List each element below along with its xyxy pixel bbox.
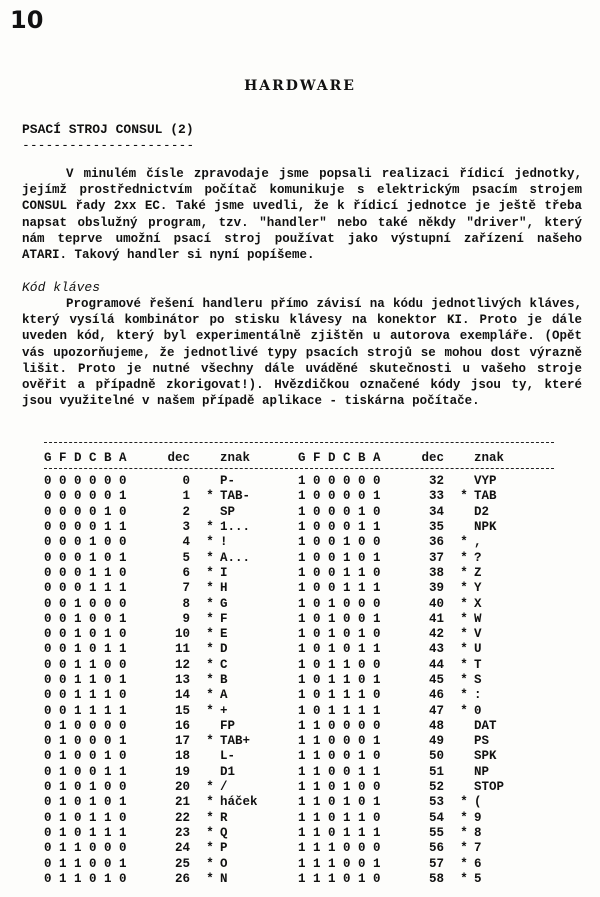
dec-cell: 50 xyxy=(428,749,444,764)
znak-cell: C xyxy=(220,657,228,672)
bits-cell: 0 1 0 1 0 1 xyxy=(44,795,127,810)
znak-cell: NP xyxy=(474,764,490,779)
star-cell: * xyxy=(206,841,214,856)
table-row xyxy=(44,642,534,657)
star-cell xyxy=(454,734,474,749)
star-cell: * xyxy=(206,825,214,840)
bits-cell: 1 0 1 0 1 1 xyxy=(298,642,381,657)
znak-cell: / xyxy=(220,780,228,795)
bits-cell: 1 1 0 1 1 0 xyxy=(298,810,381,825)
znak-cell: D2 xyxy=(474,504,490,519)
znak-cell: F xyxy=(220,611,228,626)
bits-cell: 1 1 0 1 0 1 xyxy=(298,795,381,810)
star-cell: * xyxy=(460,642,468,657)
bits-cell: 0 0 0 0 1 0 xyxy=(44,504,127,519)
dec-cell: 48 xyxy=(428,718,444,733)
star-cell: * xyxy=(460,581,468,596)
znak-cell: : xyxy=(474,688,482,703)
table-row xyxy=(44,658,534,673)
bits-cell: 0 1 0 0 1 0 xyxy=(44,749,127,764)
bits-cell: 0 0 1 1 0 1 xyxy=(44,673,127,687)
bits-cell: 0 1 0 1 0 0 xyxy=(44,780,127,795)
bits-cell: 1 1 1 0 1 0 xyxy=(298,871,381,886)
page-number: 10 xyxy=(10,6,44,34)
znak-cell: S xyxy=(474,673,482,687)
star-cell xyxy=(454,765,474,780)
table-row xyxy=(44,872,534,887)
znak-cell: háček xyxy=(220,795,258,810)
bits-cell: 1 0 1 1 1 0 xyxy=(298,688,381,703)
table-row xyxy=(44,505,534,520)
dec-cell: 37 xyxy=(428,550,444,565)
header-znak-2: znak xyxy=(474,451,505,465)
star-cell: * xyxy=(460,611,468,626)
star-cell: * xyxy=(206,795,214,810)
bits-cell: 0 0 1 1 1 1 xyxy=(44,703,127,718)
bits-cell: 0 0 0 0 1 1 xyxy=(44,520,127,535)
dec-cell: 52 xyxy=(428,780,444,795)
table-row xyxy=(44,780,534,795)
bits-cell: 1 0 0 0 1 0 xyxy=(298,504,381,519)
bits-cell: 1 0 0 1 0 0 xyxy=(298,535,381,550)
dec-cell: 24 xyxy=(174,841,190,856)
bits-cell: 0 1 0 1 1 1 xyxy=(44,825,127,840)
dec-cell: 51 xyxy=(428,764,444,779)
dec-cell: 35 xyxy=(428,520,444,535)
table-row xyxy=(44,749,534,764)
table-row xyxy=(44,627,534,642)
bits-cell: 1 0 0 0 0 1 xyxy=(298,489,381,504)
table-row xyxy=(44,566,534,581)
bits-cell: 0 1 0 0 0 0 xyxy=(44,718,127,733)
star-cell: * xyxy=(206,703,214,718)
bits-cell: 1 1 0 0 1 0 xyxy=(298,749,381,764)
znak-cell: STOP xyxy=(474,780,505,795)
bits-cell: 0 0 1 0 0 1 xyxy=(44,611,127,626)
table-row xyxy=(44,703,534,718)
star-cell: * xyxy=(460,596,468,611)
znak-cell: O xyxy=(220,856,228,871)
table-row xyxy=(44,535,534,550)
znak-cell: D1 xyxy=(220,764,236,779)
dec-cell: 38 xyxy=(428,565,444,580)
znak-cell: 5 xyxy=(474,871,482,886)
star-cell: * xyxy=(460,550,468,565)
star-cell: * xyxy=(206,596,214,611)
bits-cell: 0 1 1 0 0 0 xyxy=(44,841,127,856)
star-cell: * xyxy=(460,841,468,856)
znak-cell: FP xyxy=(220,718,236,733)
star-cell: * xyxy=(460,795,468,810)
star-cell: * xyxy=(460,673,468,687)
dec-cell: 19 xyxy=(174,764,190,779)
star-cell: * xyxy=(206,565,214,580)
znak-cell: 8 xyxy=(474,825,482,840)
znak-cell: P- xyxy=(220,474,236,489)
dec-cell: 22 xyxy=(174,810,190,825)
table-row xyxy=(44,856,534,871)
star-cell: * xyxy=(206,535,214,550)
star-cell xyxy=(454,749,474,764)
dec-cell: 5 xyxy=(182,550,190,565)
star-cell xyxy=(454,474,474,489)
bits-cell: 1 1 1 0 0 1 xyxy=(298,856,381,871)
dec-cell: 54 xyxy=(428,810,444,825)
znak-cell: A... xyxy=(220,550,251,565)
star-cell xyxy=(200,749,220,764)
table-row xyxy=(44,550,534,565)
table-row xyxy=(44,826,534,841)
znak-cell: VYP xyxy=(474,474,497,489)
znak-cell: Q xyxy=(220,825,228,840)
star-cell: * xyxy=(206,734,214,749)
bits-cell: 0 0 1 1 0 0 xyxy=(44,657,127,672)
dec-cell: 41 xyxy=(428,611,444,626)
header-znak: znak xyxy=(220,451,251,465)
dec-cell: 23 xyxy=(174,825,190,840)
star-cell: * xyxy=(206,657,214,672)
intro-paragraph: V minulém čísle zpravodaje jsme popsali realizaci řídicí jednotky, jejímž prostřednictvím počítač komunikuje s elektrickým psacím strojem CONSUL řady 2xx EC. Také jsme uvedli, že k řídicí jednotce je ještě třeba napsat obslužný program, tzv. "handler" nebo také někdy "driver", který nám teprve umožní psací stroj používat jako výstupní zařízení našeho ATARI. Takový handler si nyní popíšeme. xyxy=(22,167,582,263)
dec-cell: 33 xyxy=(428,489,444,504)
dec-cell: 16 xyxy=(174,718,190,733)
dec-cell: 53 xyxy=(428,795,444,810)
star-cell: * xyxy=(206,780,214,795)
dec-cell: 6 xyxy=(182,565,190,580)
table-header-row xyxy=(44,449,534,474)
dec-cell: 25 xyxy=(174,856,190,871)
bits-cell: 1 0 1 1 0 0 xyxy=(298,657,381,672)
bits-cell: 0 0 0 1 1 0 xyxy=(44,565,127,580)
bits-cell: 1 1 0 0 1 1 xyxy=(298,764,381,779)
article-title: PSACÍ STROJ CONSUL (2) xyxy=(22,122,194,137)
header-bits-2: G F D C B A xyxy=(298,451,381,465)
dec-cell: 56 xyxy=(428,841,444,856)
table-row xyxy=(44,765,534,780)
dec-cell: 10 xyxy=(174,627,190,642)
znak-cell: V xyxy=(474,627,482,642)
header-dec: dec xyxy=(167,451,190,465)
bits-cell: 0 0 0 0 0 0 xyxy=(44,474,127,489)
znak-cell: ? xyxy=(474,550,482,565)
table-row xyxy=(44,474,534,489)
star-cell: * xyxy=(460,703,468,718)
dec-cell: 8 xyxy=(182,596,190,611)
znak-cell: B xyxy=(220,673,228,687)
bits-cell: 0 1 1 0 0 1 xyxy=(44,856,127,871)
znak-cell: SPK xyxy=(474,749,497,764)
star-cell: * xyxy=(206,581,214,596)
bits-cell: 1 1 1 0 0 0 xyxy=(298,841,381,856)
dec-cell: 36 xyxy=(428,535,444,550)
table-row xyxy=(44,688,534,703)
star-cell: * xyxy=(206,871,214,886)
table-row xyxy=(44,489,534,504)
subheading-key-codes: Kód kláves xyxy=(22,280,101,295)
znak-cell: I xyxy=(220,565,228,580)
table-row xyxy=(44,673,534,688)
dec-cell: 45 xyxy=(428,673,444,687)
star-cell: * xyxy=(206,673,214,687)
star-cell: * xyxy=(460,489,468,504)
dec-cell: 42 xyxy=(428,627,444,642)
star-cell xyxy=(200,765,220,780)
znak-cell: N xyxy=(220,871,228,886)
star-cell: * xyxy=(460,535,468,550)
table-row xyxy=(44,596,534,611)
bits-cell: 0 0 0 1 0 0 xyxy=(44,535,127,550)
table-row xyxy=(44,811,534,826)
bits-cell: 1 0 0 1 0 1 xyxy=(298,550,381,565)
key-code-table xyxy=(44,449,534,887)
table-row xyxy=(44,581,534,596)
znak-cell: R xyxy=(220,810,228,825)
bits-cell: 1 1 0 1 1 1 xyxy=(298,825,381,840)
header-dec-2: dec xyxy=(421,451,444,465)
star-cell: * xyxy=(206,550,214,565)
znak-cell: G xyxy=(220,596,228,611)
znak-cell: DAT xyxy=(474,718,497,733)
star-cell: * xyxy=(206,810,214,825)
section-title: HARDWARE xyxy=(244,78,356,94)
dec-cell: 17 xyxy=(174,734,190,749)
dec-cell: 0 xyxy=(182,474,190,489)
table-top-rule xyxy=(44,442,554,443)
znak-cell: W xyxy=(474,611,482,626)
dec-cell: 34 xyxy=(428,504,444,519)
star-cell: * xyxy=(206,627,214,642)
bits-cell: 1 1 0 0 0 0 xyxy=(298,718,381,733)
bits-cell: 1 0 1 0 1 0 xyxy=(298,627,381,642)
bits-cell: 1 0 1 1 1 1 xyxy=(298,703,381,718)
star-cell xyxy=(200,719,220,734)
table-row xyxy=(44,841,534,856)
dec-cell: 2 xyxy=(182,504,190,519)
bits-cell: 1 0 0 0 1 1 xyxy=(298,520,381,535)
znak-cell: ! xyxy=(220,535,228,550)
dec-cell: 49 xyxy=(428,734,444,749)
star-cell: * xyxy=(460,810,468,825)
star-cell: * xyxy=(460,688,468,703)
key-code-paragraph: Programové řešení handleru přímo závisí na kódu jednotlivých kláves, který vysílá kombinátor po stisku klávesy na konektor KI. Proto je dále uveden kód, který byl experimentálně zjištěn u autorova exempláře. (Opět vás upozorňujeme, že jednotlivé typy psacích strojů se mohou dost výrazně lišit. Proto je nutné všechny dále uváděné skutečnosti u vašeho stroje ověřit a případně zkorigovat!). Hvězdičkou označené kódy jsou ty, které jsou využitelné v našem případě aplikace - tiskárna počítače. xyxy=(22,297,582,409)
bits-cell: 0 0 0 0 0 1 xyxy=(44,489,127,504)
bits-cell: 0 0 1 0 1 1 xyxy=(44,642,127,657)
znak-cell: Z xyxy=(474,565,482,580)
znak-cell: 6 xyxy=(474,856,482,871)
znak-cell: U xyxy=(474,642,482,657)
dec-cell: 40 xyxy=(428,596,444,611)
header-bits: G F D C B A xyxy=(44,451,127,465)
znak-cell: NPK xyxy=(474,520,497,535)
dec-cell: 43 xyxy=(428,642,444,657)
title-underline: ---------------------- xyxy=(22,138,195,153)
star-cell: * xyxy=(460,825,468,840)
znak-cell: + xyxy=(220,703,228,718)
dec-cell: 4 xyxy=(182,535,190,550)
bits-cell: 1 1 0 0 0 1 xyxy=(298,734,381,749)
dec-cell: 11 xyxy=(174,642,190,657)
znak-cell: SP xyxy=(220,504,236,519)
bits-cell: 0 1 0 0 0 1 xyxy=(44,734,127,749)
znak-cell: 1... xyxy=(220,520,251,535)
dec-cell: 13 xyxy=(174,673,190,687)
znak-cell: 9 xyxy=(474,810,482,825)
header-star-2 xyxy=(454,449,474,474)
star-cell xyxy=(454,505,474,520)
bits-cell: 1 0 0 1 1 0 xyxy=(298,565,381,580)
star-cell: * xyxy=(206,611,214,626)
dec-cell: 26 xyxy=(174,871,190,886)
dec-cell: 3 xyxy=(182,520,190,535)
star-cell xyxy=(200,505,220,520)
star-cell xyxy=(200,474,220,489)
dec-cell: 18 xyxy=(174,749,190,764)
znak-cell: Y xyxy=(474,581,482,596)
znak-cell: ( xyxy=(474,795,482,810)
bits-cell: 0 1 0 1 1 0 xyxy=(44,810,127,825)
dec-cell: 44 xyxy=(428,657,444,672)
table-row xyxy=(44,719,534,734)
star-cell: * xyxy=(460,856,468,871)
star-cell: * xyxy=(206,856,214,871)
star-cell: * xyxy=(460,565,468,580)
header-star xyxy=(200,449,220,474)
dec-cell: 14 xyxy=(174,688,190,703)
bits-cell: 0 0 1 0 1 0 xyxy=(44,627,127,642)
bits-cell: 0 0 1 1 1 0 xyxy=(44,688,127,703)
dec-cell: 47 xyxy=(428,703,444,718)
dec-cell: 32 xyxy=(428,474,444,489)
star-cell: * xyxy=(206,688,214,703)
bits-cell: 0 0 0 1 0 1 xyxy=(44,550,127,565)
table-row xyxy=(44,520,534,535)
bits-cell: 0 0 0 1 1 1 xyxy=(44,581,127,596)
dec-cell: 55 xyxy=(428,825,444,840)
znak-cell: T xyxy=(474,657,482,672)
dec-cell: 7 xyxy=(182,581,190,596)
znak-cell: 0 xyxy=(474,703,482,718)
star-cell: * xyxy=(206,520,214,535)
dec-cell: 9 xyxy=(182,611,190,626)
star-cell: * xyxy=(460,627,468,642)
znak-cell: P xyxy=(220,841,228,856)
bits-cell: 1 0 0 0 0 0 xyxy=(298,474,381,489)
znak-cell: H xyxy=(220,581,228,596)
bits-cell: 0 1 0 0 1 1 xyxy=(44,764,127,779)
znak-cell: L- xyxy=(220,749,236,764)
znak-cell: TAB+ xyxy=(220,734,251,749)
star-cell xyxy=(454,780,474,795)
dec-cell: 21 xyxy=(174,795,190,810)
znak-cell: 7 xyxy=(474,841,482,856)
znak-cell: E xyxy=(220,627,228,642)
bits-cell: 0 0 1 0 0 0 xyxy=(44,596,127,611)
dec-cell: 39 xyxy=(428,581,444,596)
znak-cell: X xyxy=(474,596,482,611)
dec-cell: 12 xyxy=(174,657,190,672)
star-cell xyxy=(454,719,474,734)
znak-cell: PS xyxy=(474,734,490,749)
znak-cell: TAB- xyxy=(220,489,251,504)
znak-cell: D xyxy=(220,642,228,657)
dec-cell: 46 xyxy=(428,688,444,703)
dec-cell: 58 xyxy=(428,871,444,886)
bits-cell: 1 0 1 1 0 1 xyxy=(298,673,381,687)
table-header-rule xyxy=(44,468,554,469)
znak-cell: A xyxy=(220,688,228,703)
star-cell: * xyxy=(206,642,214,657)
bits-cell: 0 1 1 0 1 0 xyxy=(44,871,127,886)
bits-cell: 1 1 0 1 0 0 xyxy=(298,780,381,795)
dec-cell: 1 xyxy=(182,489,190,504)
dec-cell: 15 xyxy=(174,703,190,718)
bits-cell: 1 0 1 0 0 1 xyxy=(298,611,381,626)
znak-cell: , xyxy=(474,535,482,550)
znak-cell: TAB xyxy=(474,489,497,504)
table-row xyxy=(44,612,534,627)
star-cell: * xyxy=(460,871,468,886)
bits-cell: 1 0 1 0 0 0 xyxy=(298,596,381,611)
star-cell: * xyxy=(206,489,214,504)
star-cell: * xyxy=(460,657,468,672)
bits-cell: 1 0 0 1 1 1 xyxy=(298,581,381,596)
dec-cell: 57 xyxy=(428,856,444,871)
dec-cell: 20 xyxy=(174,780,190,795)
star-cell xyxy=(454,520,474,535)
table-row xyxy=(44,795,534,810)
table-row xyxy=(44,734,534,749)
